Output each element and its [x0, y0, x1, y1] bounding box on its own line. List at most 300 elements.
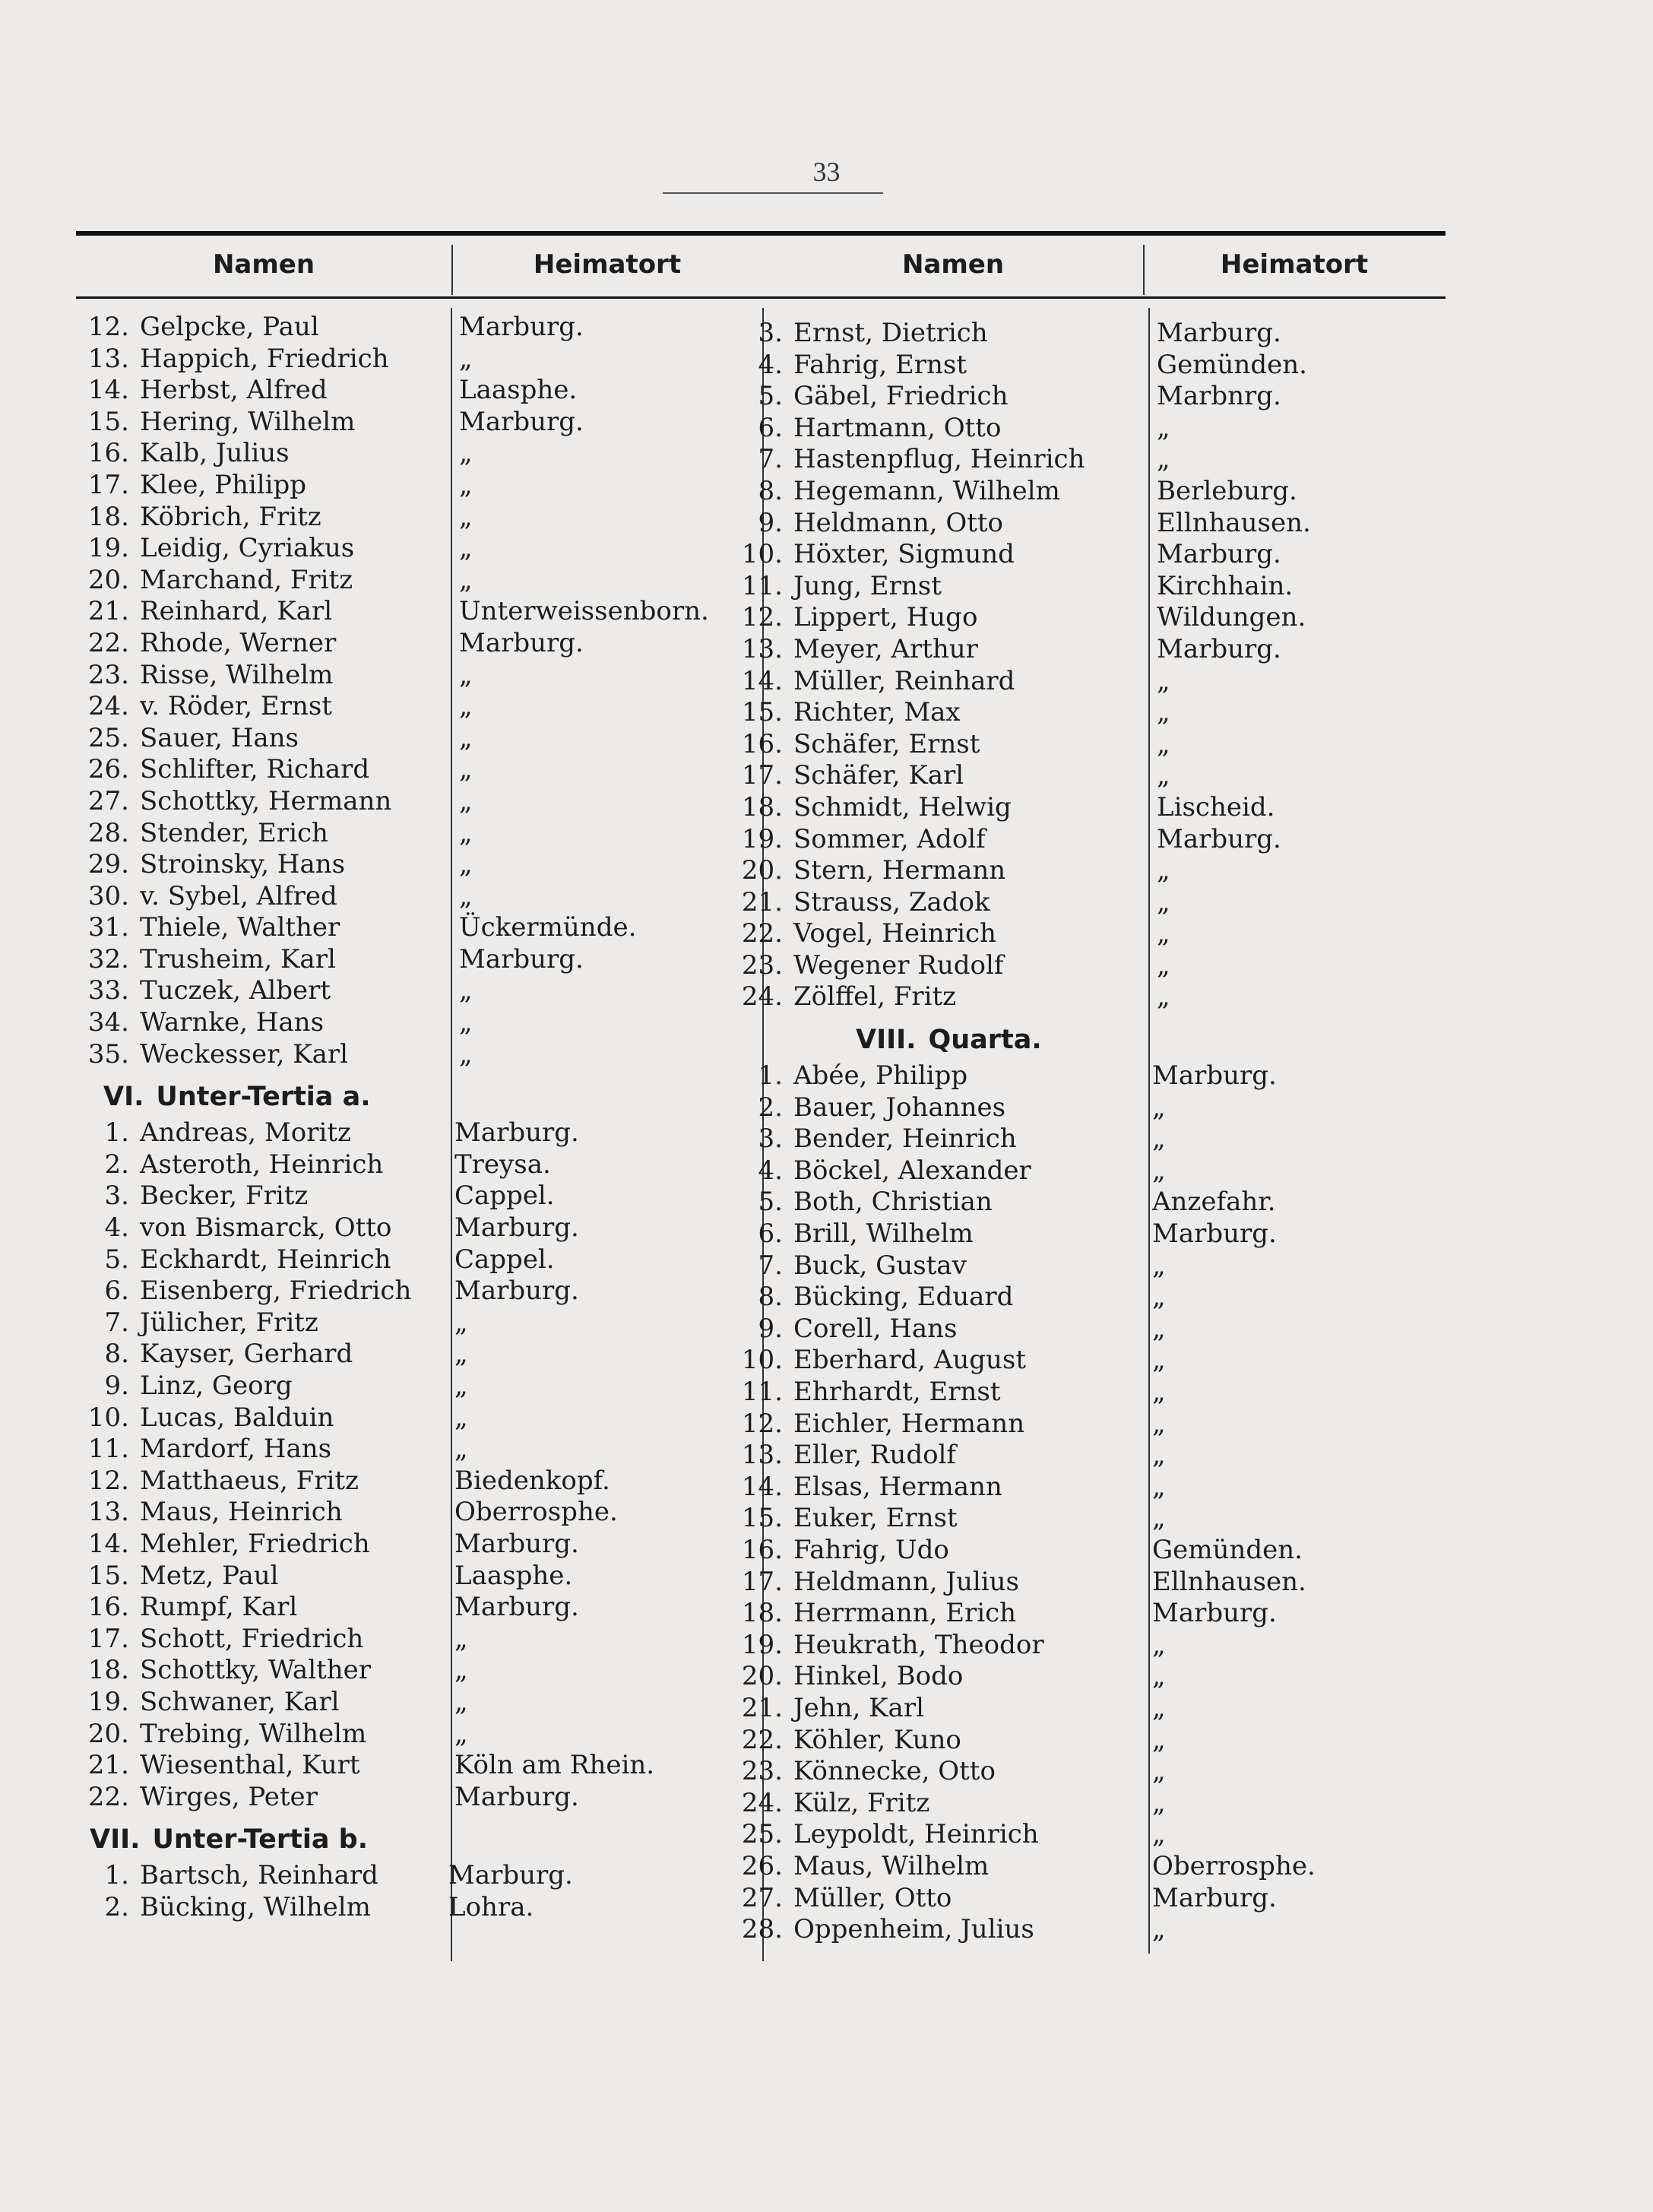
entry-number: 24.: [741, 1787, 783, 1818]
list-item: [76, 1529, 745, 1561]
list-item: [730, 1661, 1444, 1693]
student-name: Buck, Gustav: [793, 1250, 967, 1281]
student-name: Kalb, Julius: [140, 438, 290, 469]
student-name: Sommer, Adolf: [793, 823, 986, 854]
entry-number: 19.: [741, 823, 783, 854]
entry-number: 12.: [87, 1465, 129, 1496]
student-name: von Bismarck, Otto: [140, 1212, 392, 1244]
hometown: „: [1157, 981, 1170, 1013]
entry-number: 8.: [758, 475, 783, 506]
entry-number: 5.: [758, 381, 783, 412]
entry-number: 14.: [741, 1471, 783, 1502]
hometown: „: [459, 817, 473, 848]
list-item: [76, 470, 745, 502]
entry-number: 28.: [741, 1914, 783, 1945]
table-header-rule: [76, 296, 1446, 299]
student-name: Euker, Ernst: [793, 1503, 958, 1534]
left-column: [76, 312, 745, 1924]
list-item: [76, 944, 745, 976]
list-item: [76, 565, 745, 597]
hometown: „: [1152, 1092, 1166, 1123]
list-item: [76, 438, 745, 470]
hometown: „: [454, 1686, 468, 1717]
list-item: [76, 1624, 745, 1656]
list-item: [76, 754, 745, 786]
entry-number: 19.: [741, 1629, 783, 1660]
entry-number: 13.: [741, 1440, 783, 1471]
hometown: „: [1152, 1914, 1166, 1945]
hometown: „: [1152, 1471, 1166, 1502]
hometown: Marburg.: [459, 627, 584, 658]
hometown: „: [1152, 1313, 1166, 1344]
list-item: [730, 413, 1444, 445]
entry-number: 7.: [758, 1250, 783, 1281]
student-name: Linz, Georg: [140, 1371, 293, 1401]
student-name: Maus, Heinrich: [140, 1497, 343, 1528]
student-name: Stern, Hermann: [793, 855, 1006, 886]
list-item: [76, 1719, 745, 1751]
student-name: Eichler, Hermann: [793, 1408, 1025, 1439]
entry-number: 8.: [104, 1339, 129, 1370]
entry-number: 27.: [87, 785, 129, 816]
hometown: „: [459, 533, 473, 564]
hometown: Ellnhausen.: [1152, 1566, 1306, 1597]
list-item: [730, 602, 1444, 634]
list-item: [730, 539, 1444, 571]
student-name: Maus, Wilhelm: [793, 1850, 990, 1881]
student-name: Leypoldt, Heinrich: [793, 1819, 1039, 1850]
list-item: [76, 1497, 745, 1529]
list-item: [730, 887, 1444, 919]
student-name: Herbst, Alfred: [140, 375, 328, 406]
entry-number: 18.: [741, 1598, 783, 1629]
entry-number: 17.: [741, 760, 783, 791]
hometown: Gemünden.: [1157, 349, 1307, 380]
student-name: Reinhard, Karl: [140, 596, 333, 627]
list-item: [76, 375, 745, 407]
list-item: [730, 1819, 1444, 1851]
student-name: Heukrath, Theodor: [793, 1629, 1044, 1660]
list-item: [76, 502, 745, 534]
list-item: [730, 1250, 1444, 1282]
entry-number: 18.: [87, 501, 129, 532]
entry-number: 12.: [87, 312, 129, 342]
entry-number: 5.: [758, 1187, 783, 1218]
entry-number: 33.: [87, 975, 129, 1006]
entry-number: 21.: [87, 596, 129, 627]
hometown: „: [1152, 1629, 1166, 1660]
list-item: [76, 1149, 745, 1181]
entry-number: 2.: [758, 1092, 783, 1123]
list-item: [730, 1567, 1444, 1599]
entry-number: 16.: [741, 1534, 783, 1565]
hometown: „: [1152, 1123, 1166, 1155]
entry-number: 12.: [741, 602, 783, 633]
hometown: „: [459, 343, 473, 374]
hometown: „: [1152, 1440, 1166, 1471]
hometown: „: [459, 1007, 473, 1038]
student-name: Asteroth, Heinrich: [140, 1149, 384, 1180]
student-name: Wiesenthal, Kurt: [140, 1750, 360, 1781]
student-name: Fahrig, Ernst: [793, 349, 967, 380]
entry-number: 22.: [741, 1724, 783, 1755]
entry-number: 9.: [104, 1371, 129, 1401]
entry-number: 19.: [87, 533, 129, 564]
hometown: „: [459, 785, 473, 816]
right-column: [730, 318, 1444, 1946]
hometown: „: [454, 1307, 468, 1338]
section-roman: VII.: [90, 1824, 141, 1855]
student-name: Rumpf, Karl: [140, 1592, 298, 1623]
entry-number: 25.: [741, 1819, 783, 1850]
hometown: „: [459, 469, 473, 500]
entry-number: 16.: [741, 728, 783, 759]
list-item: [76, 1655, 745, 1687]
entry-number: 6.: [104, 1276, 129, 1307]
entry-number: 2.: [104, 1891, 129, 1922]
entry-number: 21.: [741, 1692, 783, 1723]
entry-number: 14.: [87, 375, 129, 406]
list-item: [730, 855, 1444, 887]
entry-number: 27.: [741, 1882, 783, 1913]
student-name: Strauss, Zadok: [793, 886, 990, 917]
entry-number: 30.: [87, 880, 129, 911]
entry-number: 16.: [87, 1592, 129, 1623]
list-item: [730, 1219, 1444, 1250]
header-right-place: Heimatort: [1220, 249, 1369, 280]
list-item: [76, 975, 745, 1007]
student-name: Leidig, Cyriakus: [140, 533, 355, 564]
hometown: Marburg.: [459, 943, 584, 974]
hometown: „: [1152, 1155, 1166, 1186]
student-name: Böckel, Alexander: [793, 1155, 1031, 1186]
list-item: [76, 881, 745, 913]
hometown: „: [454, 1371, 468, 1401]
list-item: [730, 729, 1444, 761]
hometown: „: [1157, 949, 1170, 981]
list-item: [730, 1914, 1444, 1946]
hometown: Marburg.: [454, 1781, 579, 1812]
student-name: Eisenberg, Friedrich: [140, 1276, 412, 1307]
entry-number: 22.: [741, 918, 783, 949]
hometown: „: [1152, 1724, 1166, 1755]
list-item: [730, 1155, 1444, 1187]
list-item: [76, 1687, 745, 1719]
header-right-names: Namen: [901, 249, 1005, 280]
student-name: Heldmann, Otto: [793, 507, 1004, 538]
entry-number: 32.: [87, 943, 129, 974]
student-name: Eller, Rudolf: [793, 1440, 957, 1471]
list-item: [730, 1883, 1444, 1915]
entry-number: 18.: [87, 1655, 129, 1686]
entry-number: 13.: [87, 1497, 129, 1528]
student-name: Metz, Paul: [140, 1560, 279, 1591]
column-divider: [451, 245, 453, 295]
hometown: Lischeid.: [1157, 791, 1275, 822]
entry-number: 20.: [87, 1718, 129, 1749]
entry-number: 13.: [87, 343, 129, 374]
entry-number: 17.: [87, 469, 129, 500]
hometown: „: [1152, 1787, 1166, 1818]
entry-number: 23.: [741, 949, 783, 981]
list-item: [730, 1060, 1444, 1092]
list-item: [730, 697, 1444, 729]
student-name: Hastenpflug, Heinrich: [793, 444, 1085, 475]
entry-number: 20.: [741, 1661, 783, 1692]
entry-number: 7.: [104, 1307, 129, 1338]
student-name: Külz, Fritz: [793, 1787, 930, 1818]
student-name: Gelpcke, Paul: [140, 312, 319, 342]
entry-number: 1.: [104, 1117, 129, 1149]
list-item: [730, 350, 1444, 382]
list-item: [76, 1276, 745, 1307]
list-item: [76, 628, 745, 660]
list-item: [76, 786, 745, 818]
student-name: Becker, Fritz: [140, 1180, 309, 1212]
student-name: Köbrich, Fritz: [140, 501, 321, 532]
student-name: Lippert, Hugo: [793, 602, 978, 633]
hometown: Marburg.: [1152, 1060, 1277, 1092]
student-name: Hering, Wilhelm: [140, 406, 356, 437]
student-name: Bücking, Eduard: [793, 1282, 1014, 1313]
student-name: Hinkel, Bodo: [793, 1661, 964, 1692]
hometown: „: [1157, 444, 1170, 475]
hometown: Marburg.: [454, 1117, 579, 1149]
header-left-place: Heimatort: [533, 249, 682, 280]
hometown: „: [1157, 665, 1170, 696]
hometown: „: [459, 691, 473, 722]
hometown: „: [1152, 1503, 1166, 1534]
list-item: [76, 1117, 745, 1149]
section-title: Quarta.: [928, 1025, 1042, 1056]
hometown: Marbnrg.: [1157, 381, 1281, 412]
hometown: Anzefahr.: [1152, 1187, 1276, 1218]
student-name: Schlifter, Richard: [140, 754, 370, 785]
list-item: [730, 634, 1444, 666]
entry-number: 35.: [87, 1038, 129, 1070]
hometown: Marburg.: [454, 1528, 579, 1559]
section-heading-viii: [730, 1013, 1444, 1060]
list-item: [730, 1314, 1444, 1345]
list-item: [76, 344, 745, 376]
student-name: Köhler, Kuno: [793, 1724, 961, 1755]
hometown: Lohra.: [448, 1891, 534, 1922]
hometown: Marburg.: [448, 1860, 573, 1891]
list-item: [76, 1039, 745, 1071]
list-item: [730, 1282, 1444, 1314]
list-item: [76, 912, 745, 944]
list-item: [730, 1440, 1444, 1472]
student-name: Andreas, Moritz: [140, 1117, 351, 1149]
student-name: Sauer, Hans: [140, 722, 299, 753]
student-name: Jehn, Karl: [793, 1692, 924, 1723]
student-name: Schottky, Walther: [140, 1655, 372, 1686]
student-name: Rhode, Werner: [140, 627, 337, 658]
student-name: Müller, Otto: [793, 1882, 952, 1913]
list-item: [730, 1377, 1444, 1409]
list-item: [730, 1123, 1444, 1155]
hometown: Ückermünde.: [459, 912, 637, 943]
entry-number: 15.: [87, 1560, 129, 1591]
student-name: Tuczek, Albert: [140, 975, 331, 1006]
hometown: Gemünden.: [1152, 1534, 1303, 1565]
hometown: Cappel.: [454, 1180, 555, 1212]
list-item: [76, 1750, 745, 1782]
hometown: „: [1152, 1819, 1166, 1850]
hometown: „: [459, 1038, 473, 1070]
hometown: Marburg.: [1157, 318, 1281, 348]
entry-number: 24.: [741, 981, 783, 1013]
entry-number: 17.: [741, 1566, 783, 1597]
hometown: „: [1152, 1692, 1166, 1723]
student-name: Heldmann, Julius: [793, 1566, 1019, 1597]
student-name: Stender, Erich: [140, 817, 328, 848]
entry-number: 2.: [104, 1149, 129, 1180]
hometown: Marburg.: [1152, 1219, 1277, 1250]
column-divider: [1143, 245, 1145, 295]
left-group-continued: [76, 312, 745, 1070]
hometown: Marburg.: [1157, 539, 1281, 570]
entry-number: 28.: [87, 817, 129, 848]
student-name: Thiele, Walther: [140, 912, 340, 943]
student-name: Müller, Reinhard: [793, 665, 1015, 696]
entry-number: 34.: [87, 1007, 129, 1038]
entry-number: 21.: [741, 886, 783, 917]
student-name: Fahrig, Udo: [793, 1534, 949, 1565]
list-item: [76, 596, 745, 628]
student-name: Happich, Friedrich: [140, 343, 389, 374]
list-item: [76, 691, 745, 723]
entry-number: 9.: [758, 507, 783, 538]
hometown: „: [459, 659, 473, 690]
hometown: Marburg.: [454, 1212, 579, 1244]
list-item: [730, 1693, 1444, 1725]
hometown: Oberrosphe.: [454, 1497, 618, 1528]
list-item: [730, 1187, 1444, 1219]
hometown: Laasphe.: [454, 1560, 573, 1591]
hometown: „: [1152, 1345, 1166, 1376]
hometown: Wildungen.: [1157, 602, 1306, 633]
entry-number: 1.: [104, 1860, 129, 1891]
entry-number: 14.: [741, 665, 783, 696]
list-item: [76, 1434, 745, 1466]
list-item: [76, 1180, 745, 1212]
entry-number: 11.: [741, 570, 783, 601]
list-item: [730, 666, 1444, 698]
entry-number: 10.: [741, 539, 783, 570]
hometown: „: [459, 564, 473, 595]
entry-number: 21.: [87, 1750, 129, 1781]
student-name: Hartmann, Otto: [793, 412, 1002, 443]
list-item: [76, 1592, 745, 1624]
list-item: [730, 1851, 1444, 1883]
hometown: „: [1157, 697, 1170, 728]
student-name: Höxter, Sigmund: [793, 539, 1015, 570]
entry-number: 23.: [741, 1756, 783, 1787]
list-item: [730, 824, 1444, 856]
hometown: „: [454, 1655, 468, 1686]
entry-number: 19.: [87, 1686, 129, 1717]
hometown: Marburg.: [454, 1276, 579, 1307]
student-name: Stroinsky, Hans: [140, 849, 346, 880]
list-item: [730, 444, 1444, 476]
student-name: Eckhardt, Heinrich: [140, 1244, 391, 1275]
hometown: „: [459, 849, 473, 880]
entry-number: 4.: [758, 1155, 783, 1186]
entry-number: 16.: [87, 438, 129, 469]
student-name: Trebing, Wilhelm: [140, 1718, 367, 1749]
list-item: [76, 1860, 745, 1892]
right-group-continued: [730, 318, 1444, 1013]
list-item: [76, 1561, 745, 1592]
student-name: Eberhard, August: [793, 1345, 1026, 1376]
section-heading-vii: [76, 1813, 745, 1860]
entry-number: 26.: [741, 1850, 783, 1881]
hometown: Laasphe.: [459, 375, 578, 406]
student-name: Ehrhardt, Ernst: [793, 1377, 1001, 1407]
hometown: „: [454, 1339, 468, 1370]
list-item: [730, 1756, 1444, 1788]
student-name: Bender, Heinrich: [793, 1123, 1017, 1155]
entry-number: 14.: [87, 1528, 129, 1559]
list-item: [730, 381, 1444, 413]
hometown: „: [454, 1623, 468, 1654]
list-item: [76, 407, 745, 439]
hometown: Biedenkopf.: [454, 1465, 610, 1496]
student-name: v. Sybel, Alfred: [140, 880, 337, 911]
student-name: Ernst, Dietrich: [793, 318, 988, 348]
hometown: Cappel.: [454, 1244, 555, 1275]
entry-number: 20.: [87, 564, 129, 595]
student-name: Herrmann, Erich: [793, 1598, 1017, 1629]
entry-number: 23.: [87, 659, 129, 690]
student-name: Abée, Philipp: [793, 1060, 968, 1092]
entry-number: 4.: [104, 1212, 129, 1244]
hometown: „: [1157, 886, 1170, 917]
section-vi-list: [76, 1117, 745, 1813]
hometown: „: [1152, 1250, 1166, 1281]
list-item: [76, 660, 745, 692]
section-roman: VIII.: [856, 1025, 917, 1056]
list-item: [76, 1466, 745, 1497]
hometown: Treysa.: [454, 1149, 551, 1180]
student-name: Schwaner, Karl: [140, 1686, 340, 1717]
student-name: Jung, Ernst: [793, 570, 942, 601]
entry-number: 6.: [758, 412, 783, 443]
student-name: Schäfer, Karl: [793, 760, 964, 791]
list-item: [730, 1535, 1444, 1567]
table-top-rule: [76, 231, 1446, 236]
student-name: Risse, Wilhelm: [140, 659, 334, 690]
list-item: [730, 1092, 1444, 1124]
student-name: Lucas, Balduin: [140, 1402, 334, 1433]
hometown: „: [1152, 1408, 1166, 1439]
list-item: [76, 818, 745, 850]
student-name: Mehler, Friedrich: [140, 1528, 370, 1559]
entry-number: 18.: [741, 791, 783, 822]
student-name: Gäbel, Friedrich: [793, 381, 1009, 412]
hometown: „: [1157, 728, 1170, 759]
list-item: [76, 1007, 745, 1039]
hometown: „: [1152, 1377, 1166, 1407]
entry-number: 9.: [758, 1313, 783, 1344]
section-roman: VI.: [103, 1082, 144, 1113]
hometown: „: [459, 880, 473, 911]
entry-number: 3.: [758, 1123, 783, 1155]
entry-number: 20.: [741, 855, 783, 886]
section-title: Unter-Tertia b.: [152, 1824, 368, 1855]
hometown: Marburg.: [454, 1592, 579, 1623]
